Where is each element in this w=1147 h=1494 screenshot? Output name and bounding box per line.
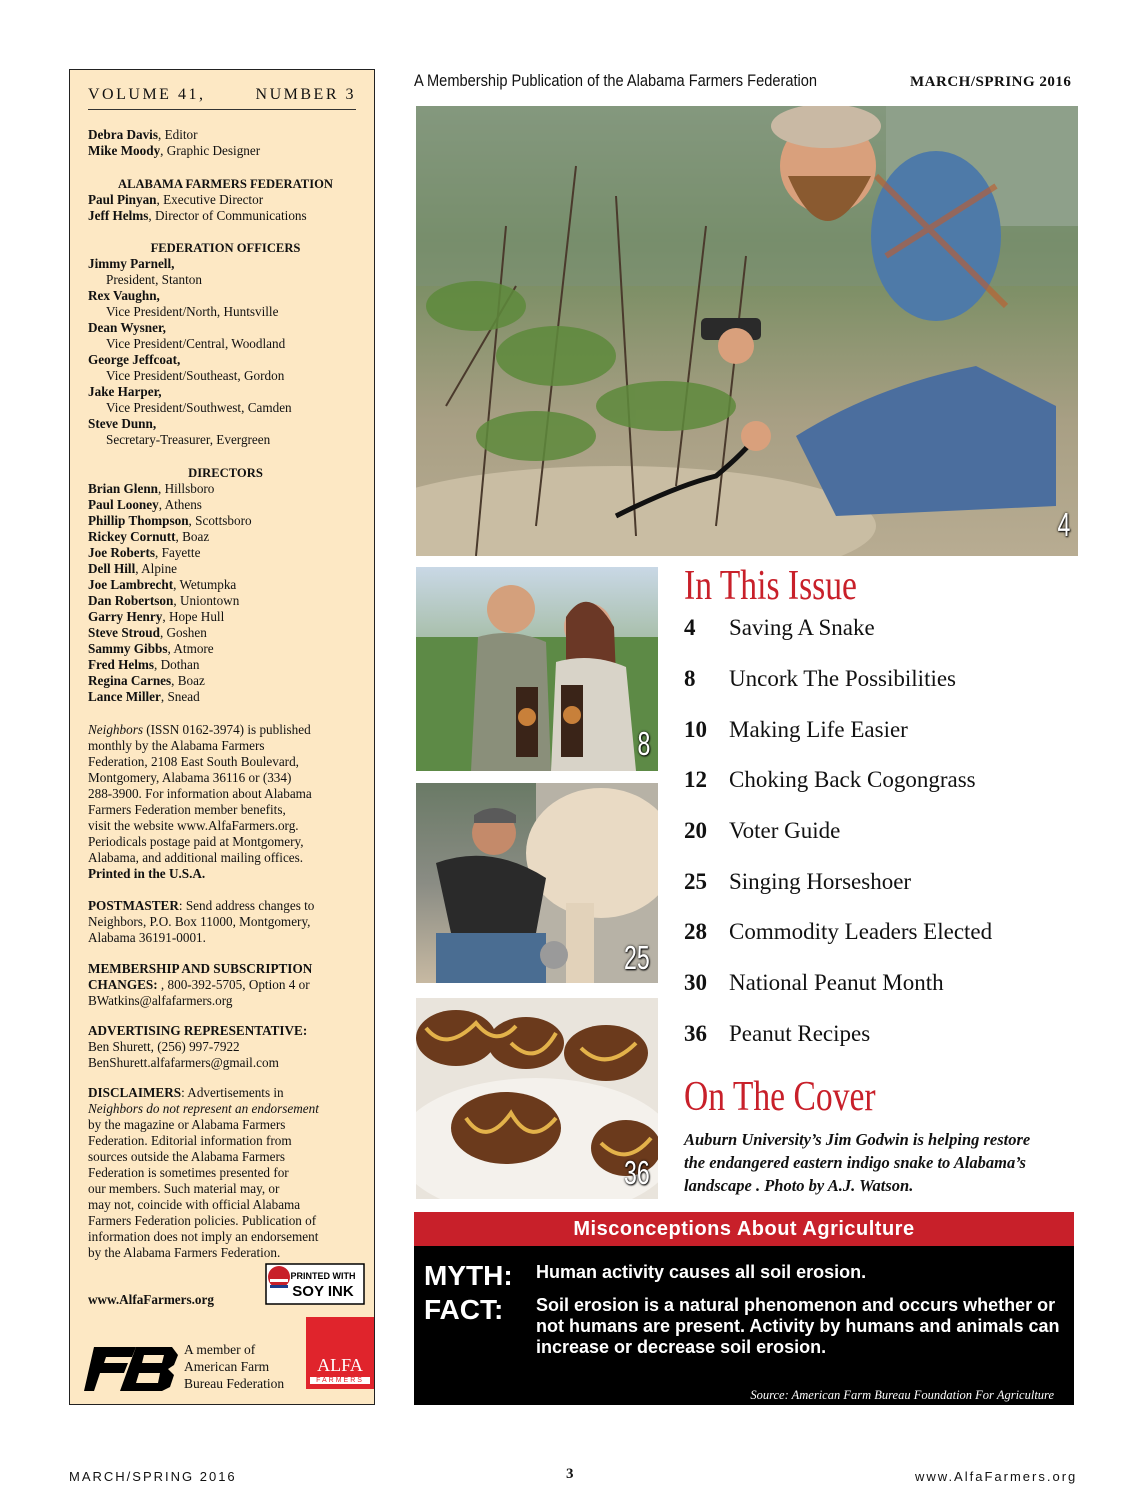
photo-peanut-recipe[interactable]: [416, 998, 658, 1199]
toc-item[interactable]: 36 Peanut Recipes: [684, 1021, 871, 1046]
footer-website[interactable]: www.AlfaFarmers.org: [915, 1469, 1078, 1484]
page-number: 3: [566, 1466, 574, 1482]
toc-item[interactable]: 10 Making Life Easier: [684, 717, 908, 742]
officer-role: Secretary-Treasurer, Evergreen: [106, 432, 271, 447]
officer-role: Vice President/Southeast, Gordon: [106, 368, 285, 383]
officers-block: [88, 240, 363, 448]
alfa-logo: ALFA FARMERS: [306, 1317, 374, 1389]
director-row: Paul Looney, Athens: [88, 497, 202, 512]
publication-info: Neighbors (ISSN 0162-3974) is published monthly by the Alabama Farmers Federation, 2108 East South Boulevard, Montgomery, Alabama 36116 or (334) 288-3900. For information about Alabama Farmers Federation member benefits, visit the website www.AlfaFarmers.org. Periodicals postage paid at Montgomery, Alabama, and additional mailing offices. Printed in the U.S.A.: [88, 722, 312, 881]
federation-heading: ALABAMA FARMERS FEDERATION: [117, 177, 334, 191]
officer-name: Jake Harper,: [88, 384, 162, 399]
volume-line: [88, 86, 356, 110]
officers-heading: FEDERATION OFFICERS: [150, 241, 301, 255]
officer-name: Jimmy Parnell,: [88, 256, 175, 271]
director-row: Joe Roberts, Fayette: [88, 545, 201, 560]
toc-item[interactable]: 20 Voter Guide: [684, 818, 841, 843]
federation-row: Jeff Helms, Director of Communications: [88, 208, 307, 223]
officer-name: Steve Dunn,: [88, 416, 157, 431]
flag-icon: [268, 1266, 290, 1288]
soy-ink-logo: [265, 1263, 365, 1305]
director-row: Sammy Gibbs, Atmore: [88, 641, 214, 656]
toc-item[interactable]: 30 National Peanut Month: [684, 970, 944, 995]
officer-role: Vice President/Central, Woodland: [106, 336, 286, 351]
toc-item[interactable]: 12 Choking Back Cogongrass: [684, 767, 976, 792]
farm-bureau-logo: [84, 1343, 180, 1395]
officer-role: President, Stanton: [106, 272, 202, 287]
photo-wine[interactable]: [416, 567, 658, 771]
photo-horseshoer[interactable]: [416, 783, 658, 983]
photo-36-page-number: 36: [624, 1154, 650, 1191]
cover-caption: Auburn University’s Jim Godwin is helping restore the endangered eastern indigo snake to Alabama’s landscape . Photo by A.J. Watson.: [684, 1130, 1031, 1195]
federation-row: Paul Pinyan, Executive Director: [88, 192, 264, 207]
director-row: Rickey Cornutt, Boaz: [88, 529, 210, 544]
number-label: NUMBER 3: [255, 86, 356, 103]
directors-block: [88, 465, 363, 705]
advertising-info: ADVERTISING REPRESENTATIVE: Ben Shurett, (256) 997-7922 BenShurett.alfafarmers@gmail.com: [88, 1023, 308, 1070]
director-row: Garry Henry, Hope Hull: [88, 609, 225, 624]
federation-block: [88, 176, 363, 224]
myth-label: MYTH:: [424, 1260, 513, 1291]
toc-item[interactable]: 25 Singing Horseshoer: [684, 869, 912, 894]
officer-name: Rex Vaughn,: [88, 288, 160, 303]
volume-label: VOLUME 41,: [88, 86, 206, 103]
misconceptions-title: Misconceptions About Agriculture: [414, 1212, 1074, 1246]
photo-25-page-number: 25: [624, 939, 650, 976]
staff-row: Mike Moody, Graphic Designer: [88, 143, 261, 158]
director-row: Fred Helms, Dothan: [88, 657, 200, 672]
postmaster-info: POSTMASTER: Send address changes to Neighbors, P.O. Box 11000, Montgomery, Alabama 36191-0001.: [88, 898, 315, 945]
membership-info: MEMBERSHIP AND SUBSCRIPTION CHANGES: , 800-392-5705, Option 4 or BWatkins@alfafarmers.org: [88, 961, 313, 1008]
officer-role: Vice President/Southwest, Camden: [106, 400, 292, 415]
director-row: Brian Glenn, Hillsboro: [88, 481, 215, 496]
on-the-cover-title: On The Cover: [684, 1074, 876, 1120]
photo-8-page-number: 8: [637, 725, 650, 762]
disclaimers-info: DISCLAIMERS: Advertisements in Neighbors do not represent an endorsement by the magazine or Alabama Farmers Federation. Editorial information from sources outside the Alabama Farmers Federation is sometimes presented for our members. Such material may, or may not, coincide with official Alabama Farmers Federation policies. Publication of information does not imply an endorsement by the Alabama Farmers Federation.: [88, 1085, 319, 1260]
director-row: Joe Lambrecht, Wetumpka: [88, 577, 237, 592]
director-row: Steve Stroud, Goshen: [88, 625, 207, 640]
afb-member-text: A member of American Farm Bureau Federation: [184, 1342, 285, 1391]
director-row: Dell Hill, Alpine: [88, 561, 178, 576]
svg-text:SOY INK: SOY INK: [292, 1283, 354, 1300]
in-this-issue-title: In This Issue: [684, 563, 857, 609]
toc-item[interactable]: 28 Commodity Leaders Elected: [684, 919, 993, 944]
cover-photo-snake[interactable]: [416, 106, 1078, 556]
misconceptions-box: [414, 1212, 1074, 1405]
officer-name: George Jeffcoat,: [88, 352, 181, 367]
director-row: Dan Robertson, Uniontown: [88, 593, 240, 608]
footer-date: MARCH/SPRING 2016: [69, 1469, 237, 1484]
toc-item[interactable]: 4 Saving A Snake: [684, 615, 875, 640]
director-row: Regina Carnes, Boaz: [88, 673, 205, 688]
website-link[interactable]: www.AlfaFarmers.org: [88, 1292, 214, 1307]
fact-label: FACT:: [424, 1294, 504, 1325]
issue-date: MARCH/SPRING 2016: [910, 74, 1072, 90]
officer-name: Dean Wysner,: [88, 320, 166, 335]
staff-row: Debra Davis, Editor: [88, 127, 198, 142]
director-row: Lance Miller, Snead: [88, 689, 200, 704]
fact-text: Soil erosion is a natural phenomenon and occurs whether or not humans are present. Activity by humans and animals can increase or decrease soil erosion.: [536, 1295, 1060, 1357]
staff-list: [88, 127, 363, 159]
main-photo-page-number: 4: [1057, 506, 1070, 543]
toc-item[interactable]: 8 Uncork The Possibilities: [684, 666, 957, 691]
myth-text: Human activity causes all soil erosion.: [536, 1262, 867, 1282]
director-row: Phillip Thompson, Scottsboro: [88, 513, 252, 528]
directors-heading: DIRECTORS: [188, 466, 263, 480]
misconceptions-source: Source: American Farm Bureau Foundation For Agriculture: [750, 1388, 1054, 1402]
officer-role: Vice President/North, Huntsville: [106, 304, 279, 319]
publication-tagline: A Membership Publication of the Alabama Farmers Federation: [414, 71, 818, 90]
svg-text:PRINTED WITH: PRINTED WITH: [290, 1271, 356, 1281]
masthead-box: [69, 69, 375, 1405]
